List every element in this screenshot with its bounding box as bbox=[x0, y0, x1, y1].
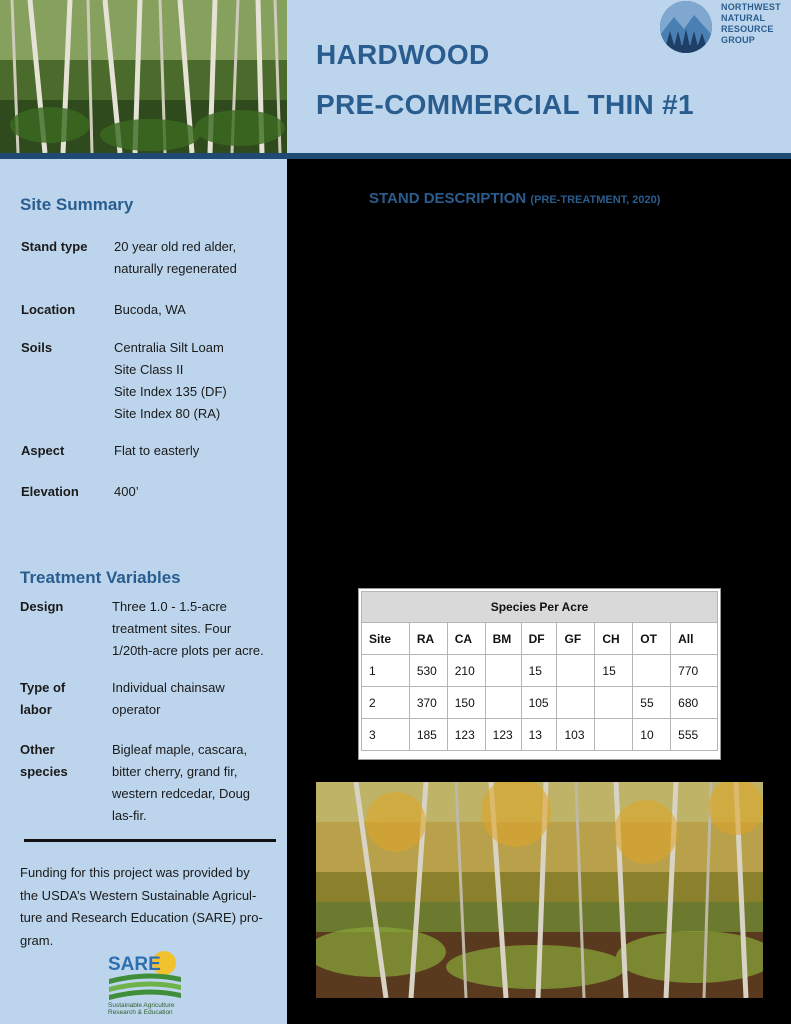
logo-text: NORTHWEST NATURAL RESOURCE GROUP bbox=[721, 2, 781, 45]
column-header: BM bbox=[485, 623, 521, 655]
autumn-forest-photo bbox=[316, 782, 763, 998]
table-cell: 105 bbox=[521, 687, 557, 719]
column-header: RA bbox=[409, 623, 447, 655]
column-header: OT bbox=[633, 623, 671, 655]
table-header-row bbox=[362, 623, 718, 655]
labor-label: Type of labor bbox=[20, 680, 66, 717]
stand-type-value: 20 year old red alder, naturally regenerated bbox=[114, 239, 237, 276]
design-value: Three 1.0 - 1.5-acre treatment sites. Four 1/20th-acre plots per acre. bbox=[112, 599, 264, 658]
table-cell: 103 bbox=[557, 719, 595, 751]
table-cell bbox=[595, 719, 633, 751]
forest-header-photo bbox=[0, 0, 287, 153]
table-cell: 55 bbox=[633, 687, 671, 719]
column-header: Site bbox=[362, 623, 410, 655]
table-cell: 185 bbox=[409, 719, 447, 751]
elevation-value: 400’ bbox=[114, 484, 139, 499]
table-cell: 13 bbox=[521, 719, 557, 751]
title-line-1: HARDWOOD bbox=[316, 39, 490, 70]
title-line-2: PRE-COMMERCIAL THIN #1 bbox=[316, 89, 694, 120]
sare-logo bbox=[107, 949, 185, 1015]
page-title bbox=[316, 30, 694, 130]
site-summary-heading: Site Summary bbox=[20, 195, 134, 214]
table-cell bbox=[633, 655, 671, 687]
stand-description-subtitle: (PRE-TREATMENT, 2020) bbox=[530, 194, 661, 206]
svg-text:Research & Education: Research & Education bbox=[108, 1009, 173, 1015]
table-cell: 1 bbox=[362, 655, 410, 687]
column-header: CA bbox=[447, 623, 485, 655]
other-species-label: Other species bbox=[20, 742, 68, 779]
column-header: CH bbox=[595, 623, 633, 655]
table-cell: 370 bbox=[409, 687, 447, 719]
nnrg-logo bbox=[658, 0, 791, 56]
table-cell: 210 bbox=[447, 655, 485, 687]
aspect-value: Flat to easterly bbox=[114, 443, 200, 458]
column-header: All bbox=[671, 623, 718, 655]
table-cell bbox=[557, 655, 595, 687]
soils-label: Soils bbox=[21, 340, 53, 355]
table-cell: 15 bbox=[521, 655, 557, 687]
table-row bbox=[362, 687, 718, 719]
table-cell: 15 bbox=[595, 655, 633, 687]
table-cell bbox=[485, 687, 521, 719]
elevation-label: Elevation bbox=[21, 484, 79, 499]
table-cell: 3 bbox=[362, 719, 410, 751]
treatment-variables-heading: Treatment Variables bbox=[20, 568, 181, 587]
table-cell: 123 bbox=[485, 719, 521, 751]
table-cell: 150 bbox=[447, 687, 485, 719]
soils-value: Centralia Silt Loam Site Class II Site Index 135 (DF) Site Index 80 (RA) bbox=[114, 340, 227, 421]
table-cell: 530 bbox=[409, 655, 447, 687]
table-cell: 10 bbox=[633, 719, 671, 751]
mountain-tree-icon bbox=[660, 1, 712, 53]
table-cell bbox=[595, 687, 633, 719]
svg-text:Sustainable Agriculture: Sustainable Agriculture bbox=[108, 1002, 175, 1009]
location-value: Bucoda, WA bbox=[114, 302, 186, 317]
design-label: Design bbox=[20, 599, 64, 614]
table-cell bbox=[557, 687, 595, 719]
header bbox=[0, 0, 791, 153]
table-cell: 680 bbox=[671, 687, 718, 719]
sidebar bbox=[0, 159, 287, 1024]
table-caption: Species Per Acre bbox=[362, 592, 718, 623]
labor-value: Individual chainsaw operator bbox=[112, 680, 225, 717]
table-cell: 123 bbox=[447, 719, 485, 751]
location-label: Location bbox=[21, 302, 76, 317]
species-per-acre-table bbox=[358, 588, 721, 760]
section-divider bbox=[24, 839, 276, 842]
funding-note: Funding for this project was provided by the USDA’s Western Sustainable Agricul- ture and Research Education (SARE) pro- gram. bbox=[20, 865, 263, 948]
table-cell: 555 bbox=[671, 719, 718, 751]
table-cell: 2 bbox=[362, 687, 410, 719]
stand-description-heading: STAND DESCRIPTION (PRE-TREATMENT, 2020) bbox=[369, 190, 661, 207]
other-species-value: Bigleaf maple, cascara, bitter cherry, grand fir, western redcedar, Doug las-fir. bbox=[112, 742, 251, 823]
table-row bbox=[362, 655, 718, 687]
aspect-label: Aspect bbox=[21, 443, 65, 458]
column-header: DF bbox=[521, 623, 557, 655]
table-cell bbox=[485, 655, 521, 687]
stand-type-label: Stand type bbox=[21, 239, 88, 254]
svg-text:SARE: SARE bbox=[108, 954, 161, 975]
column-header: GF bbox=[557, 623, 595, 655]
table-row bbox=[362, 719, 718, 751]
table-cell: 770 bbox=[671, 655, 718, 687]
